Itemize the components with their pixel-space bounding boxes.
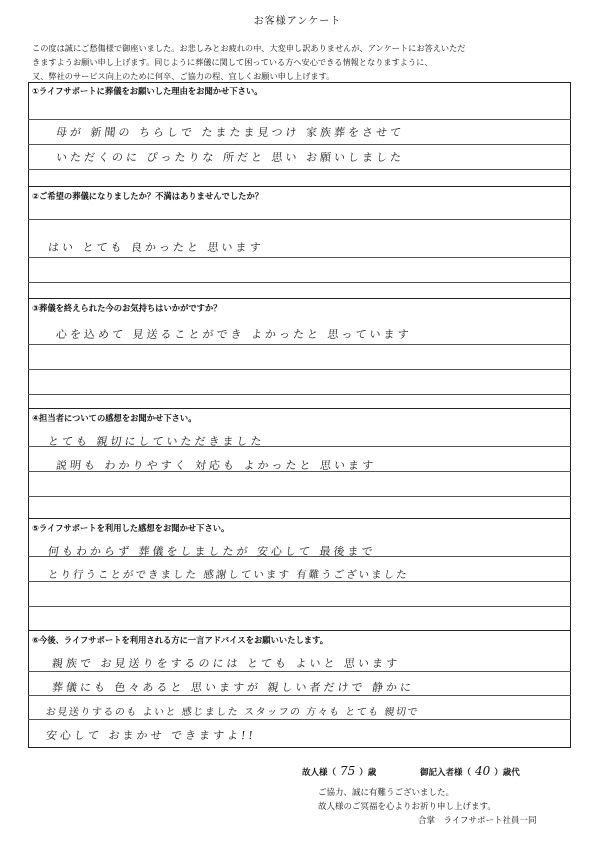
answer-text: 説明も わかりやすく 対応も よかったと 思います — [55, 459, 377, 472]
answer-line — [28, 719, 571, 720]
question-staff: ④担当者についての感想をお聞かせ下さい。 — [32, 413, 197, 423]
answer-text: とり行うことができました 感謝しています 有難うございました — [47, 569, 410, 581]
question-satisfaction: ②ご希望の葬儀になりましたか？不満はありませんでしたか？ — [32, 191, 264, 201]
deceased-age-field — [302, 764, 376, 778]
signature-text: 合掌 ライフサポート社員一同 — [418, 816, 537, 826]
prayer-text: 故人様のご冥福を心よりお祈り申し上げます。 — [318, 802, 496, 812]
intro-text: この度は誠にご愁傷様で御座いました。お悲しみとお疲れの中、大変申し訳ありませんが、アンケートにお答えいただ きますようお願い申し上げます。同じように葬儀に関して困っている方へ安心できる情報となりますように、 又、弊社のサービス向上のために何卒、ご協力の程、宜しくお願い申し上げます。 — [32, 43, 466, 81]
answer-text: 母が 新聞の ちらしで たまたま見つけ 家族葬をさせて — [55, 126, 405, 139]
answer-text: はい とても 良かったと 思います — [47, 241, 265, 254]
section-reason — [28, 82, 571, 186]
page-title: お客様アンケート — [253, 16, 342, 27]
answer-line — [28, 169, 571, 170]
answer-line — [28, 369, 571, 370]
section-advice — [28, 630, 571, 748]
section-feelings — [28, 298, 571, 408]
answer-text: いただくのに ぴったりな 所だと 思い お願いしました — [55, 151, 405, 164]
answer-line — [28, 606, 571, 607]
question-advice: ⑥今後、ライフサポートを利用される方に一言アドバイスをお願いいたします。 — [32, 635, 329, 645]
respondent-age-field — [420, 764, 520, 778]
answer-line — [28, 144, 571, 145]
answer-text: 心を込めて 見送ることができ よかったと 思っています — [55, 328, 413, 341]
answer-text: 親族で お見送りをするのには とても よいと 思います — [51, 657, 401, 670]
answer-line — [28, 394, 571, 395]
question-feelings: ③葬儀を終えられた今のお気持ちはいかがですか？ — [32, 303, 222, 313]
deceased-age-value: 75 — [340, 764, 356, 778]
answer-text: 何もわからず 葬儀をしましたが 安心して 最後まで — [47, 545, 377, 558]
answer-text: お見送りするのも よいと 感じました スタッフの 方々も とても 親切で — [45, 707, 420, 718]
respondent-age-unit: ）歳代 — [494, 768, 520, 778]
section-usage — [28, 518, 571, 630]
respondent-age-value: 40 — [475, 764, 491, 778]
answer-line — [28, 219, 571, 220]
answer-line — [28, 496, 571, 497]
answer-line — [28, 344, 571, 345]
section-satisfaction — [28, 186, 571, 298]
question-usage: ⑤ライフサポートを利用した感想をお聞かせ下さい。 — [32, 523, 230, 533]
answer-line — [28, 119, 571, 120]
answer-line — [28, 282, 571, 283]
respondent-age-label: 御記入者様（ — [420, 768, 472, 778]
answer-text: 葬儀にも 色々あると 思いますが 親しい者だけで 静かに — [51, 681, 415, 694]
answer-line — [28, 695, 571, 696]
answer-line — [28, 257, 571, 258]
question-reason: ①ライフサポートに葬儀をお願いした理由をお聞かせ下さい。 — [32, 86, 263, 96]
deceased-age-unit: ）歳 — [359, 768, 377, 778]
section-staff — [28, 408, 571, 518]
answer-text: 安心して おまかせ できますよ!! — [45, 729, 257, 742]
answer-line — [28, 671, 571, 672]
answer-text: とても 親切にしていただきました — [47, 435, 266, 448]
thanks-text: ご協力、誠に有難うございました。 — [318, 788, 455, 798]
deceased-age-label: 故人様（ — [302, 768, 337, 778]
